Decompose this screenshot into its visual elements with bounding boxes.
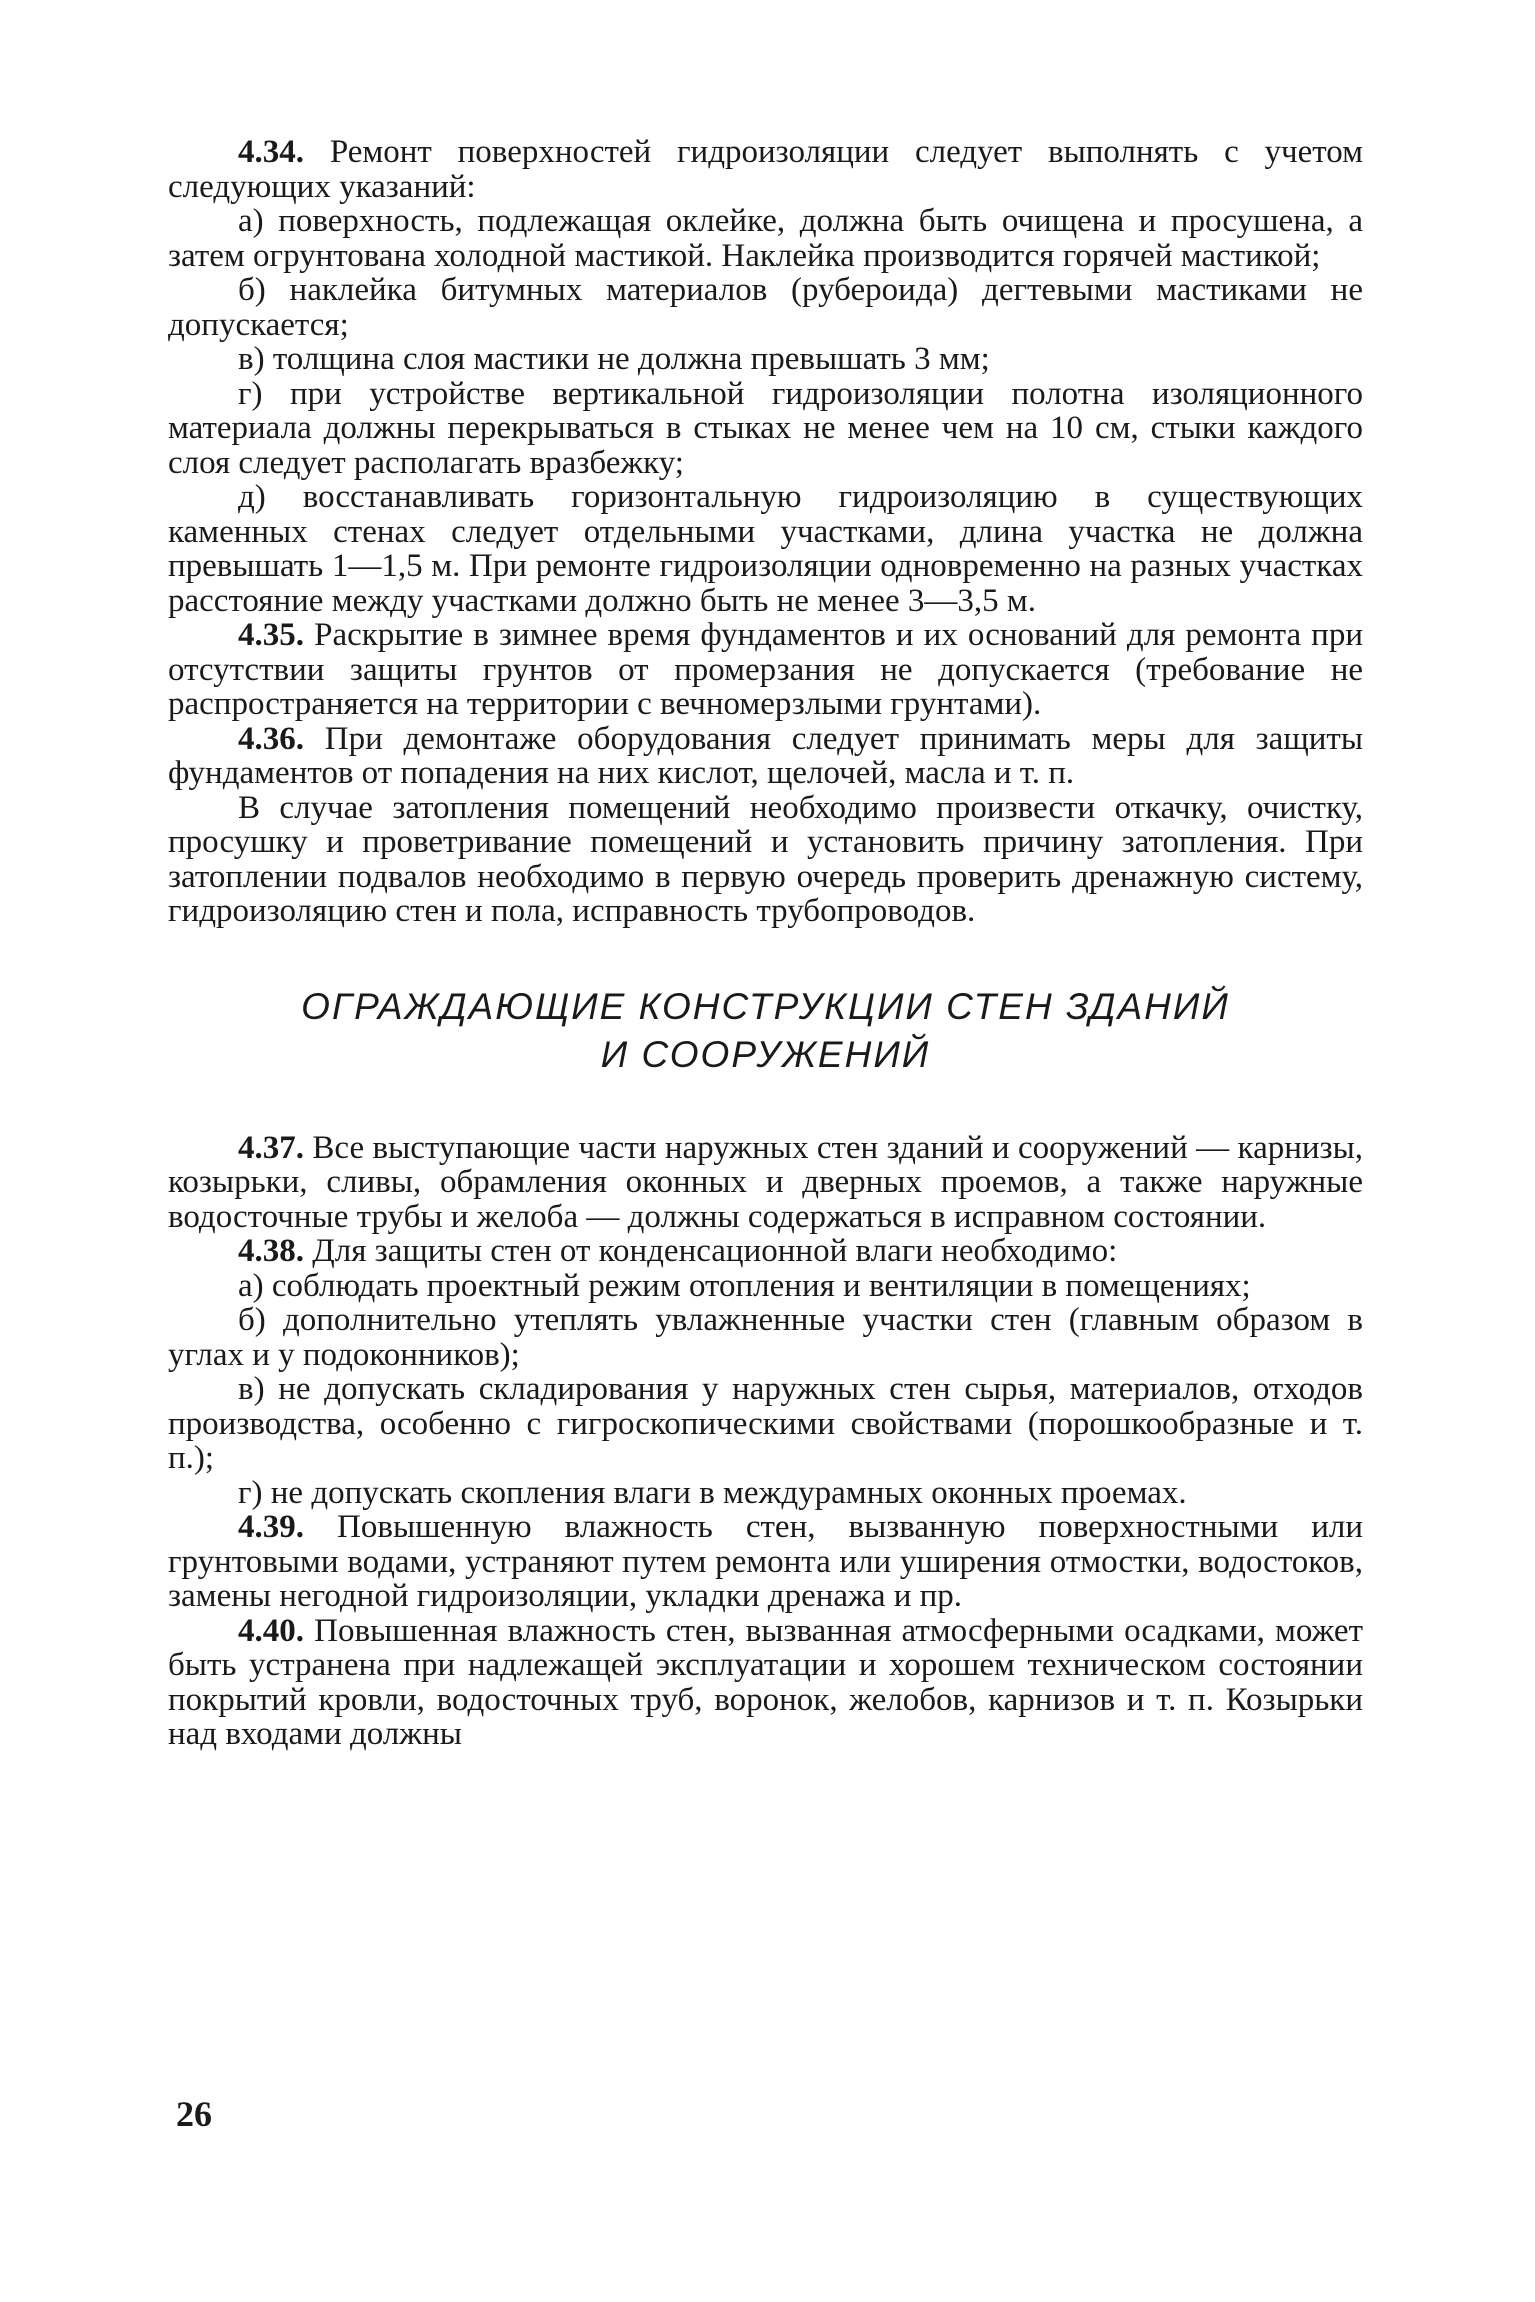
paragraph-4-37 <box>168 1131 1363 1235</box>
clause-number: 4.34. <box>238 134 304 170</box>
paragraph-text: г) не допускать скопления влаги в междурамных оконных проемах. <box>238 1474 1187 1511</box>
paragraph-4-38 <box>168 1234 1363 1269</box>
paragraph-text: б) дополнительно утеплять увлажненные участки стен (главным образом в углах и у подоконников); <box>168 1302 1363 1373</box>
paragraph-4-36 <box>168 722 1363 791</box>
paragraph-text: г) при устройстве вертикальной гидроизоляции полотна изоляционного материала должны перекрываться в стыках не менее чем на 10 см, стыки каждого слоя следует располагать вразбежку; <box>168 375 1363 481</box>
clause-number: 4.38. <box>238 1233 304 1269</box>
list-item-b <box>168 273 1363 342</box>
list-item-a <box>168 1269 1363 1304</box>
paragraph-4-35 <box>168 618 1363 722</box>
paragraph-4-40 <box>168 1614 1363 1752</box>
list-item-v <box>168 1372 1363 1476</box>
paragraph-text: Для защиты стен от конденсационной влаги необходимо: <box>312 1233 1118 1269</box>
paragraph-4-39 <box>168 1510 1363 1614</box>
paragraph-text: а) соблюдать проектный режим отопления и вентиляции в помещениях; <box>238 1267 1251 1304</box>
section-heading <box>168 983 1363 1079</box>
paragraph-flooding <box>168 791 1363 929</box>
clause-number: 4.36. <box>238 720 304 757</box>
page-text-block <box>168 135 1363 1752</box>
paragraph-4-34 <box>168 135 1363 204</box>
clause-number: 4.37. <box>238 1129 304 1166</box>
list-item-g <box>168 377 1363 481</box>
page-number: 26 <box>176 2094 212 2134</box>
paragraph-text: б) наклейка битумных материалов (рубероида) дегтевыми мастиками не допускается; <box>168 272 1363 343</box>
list-item-b <box>168 1303 1363 1372</box>
paragraph-text: Повышенная влажность стен, вызванная атмосферными осадками, может быть устранена при надлежащей эксплуатации и хорошем техническом состоянии покрытий кровли, водосточных труб, воронок, желобов, карнизов и т. п. Козырьки над входами должны <box>168 1612 1363 1752</box>
clause-number: 4.39. <box>238 1509 304 1545</box>
paragraph-text: Раскрытие в зимнее время фундаментов и их оснований для ремонта при отсутствии защиты грунтов от промерзания не допускается (требование не распространяется на территории с вечномерзлыми грунтами). <box>168 617 1364 722</box>
paragraph-text: При демонтаже оборудования следует принимать меры для защиты фундаментов от попадения на них кислот, щелочей, масла и т. п. <box>168 720 1363 791</box>
list-item-v <box>168 342 1363 377</box>
list-item-g <box>168 1476 1363 1511</box>
paragraph-text: В случае затопления помещений необходимо произвести откачку, очистку, просушку и проветривание помещений и установить причину затопления. При затоплении подвалов необходимо в первую очередь проверить дренажную систему, гидроизоляцию стен и пола, исправность трубопроводов. <box>168 789 1363 929</box>
list-item-a <box>168 204 1363 273</box>
section-heading-line-1: ОГРАЖДАЮЩИЕ КОНСТРУКЦИИ СТЕН ЗДАНИЙ <box>301 985 1230 1027</box>
clause-number: 4.35. <box>238 617 304 653</box>
paragraph-text: Ремонт поверхностей гидроизоляции следует выполнять с учетом следующих указаний: <box>168 134 1364 205</box>
paragraph-text: Все выступающие части наружных стен зданий и сооружений — карнизы, козырьки, сливы, обрамления оконных и дверных проемов, а также наружные водосточные трубы и желоба — должны содержаться в исправном состоянии. <box>168 1129 1363 1235</box>
paragraph-text: а) поверхность, подлежащая оклейке, должна быть очищена и просушена, а затем огрунтована холодной мастикой. Наклейка производится горячей мастикой; <box>168 203 1363 274</box>
paragraph-text: Повышенную влажность стен, вызванную поверхностными или грунтовыми водами, устраняют путем ремонта или уширения отмостки, водостоков, замены негодной гидроизоляции, укладки дренажа и пр. <box>168 1509 1364 1614</box>
list-item-d <box>168 480 1363 618</box>
paragraph-text: д) восстанавливать горизонтальную гидроизоляцию в существующих каменных стенах следует отдельными участками, длина участка не должна превышать 1—1,5 м. При ремонте гидроизоляции одновременно на разных участках расстояние между участками должно быть не менее 3—3,5 м. <box>168 479 1363 619</box>
top-section <box>168 135 1363 929</box>
paragraph-text: в) не допускать складирования у наружных стен сырья, материалов, отходов производства, особенно с гигроскопическими свойствами (порошкообразные и т. п.); <box>168 1371 1363 1476</box>
bottom-section <box>168 1131 1363 1752</box>
clause-number: 4.40. <box>238 1612 304 1649</box>
section-heading-line-2: И СООРУЖЕНИЙ <box>600 1033 931 1075</box>
paragraph-text: в) толщина слоя мастики не должна превышать 3 мм; <box>238 341 990 377</box>
